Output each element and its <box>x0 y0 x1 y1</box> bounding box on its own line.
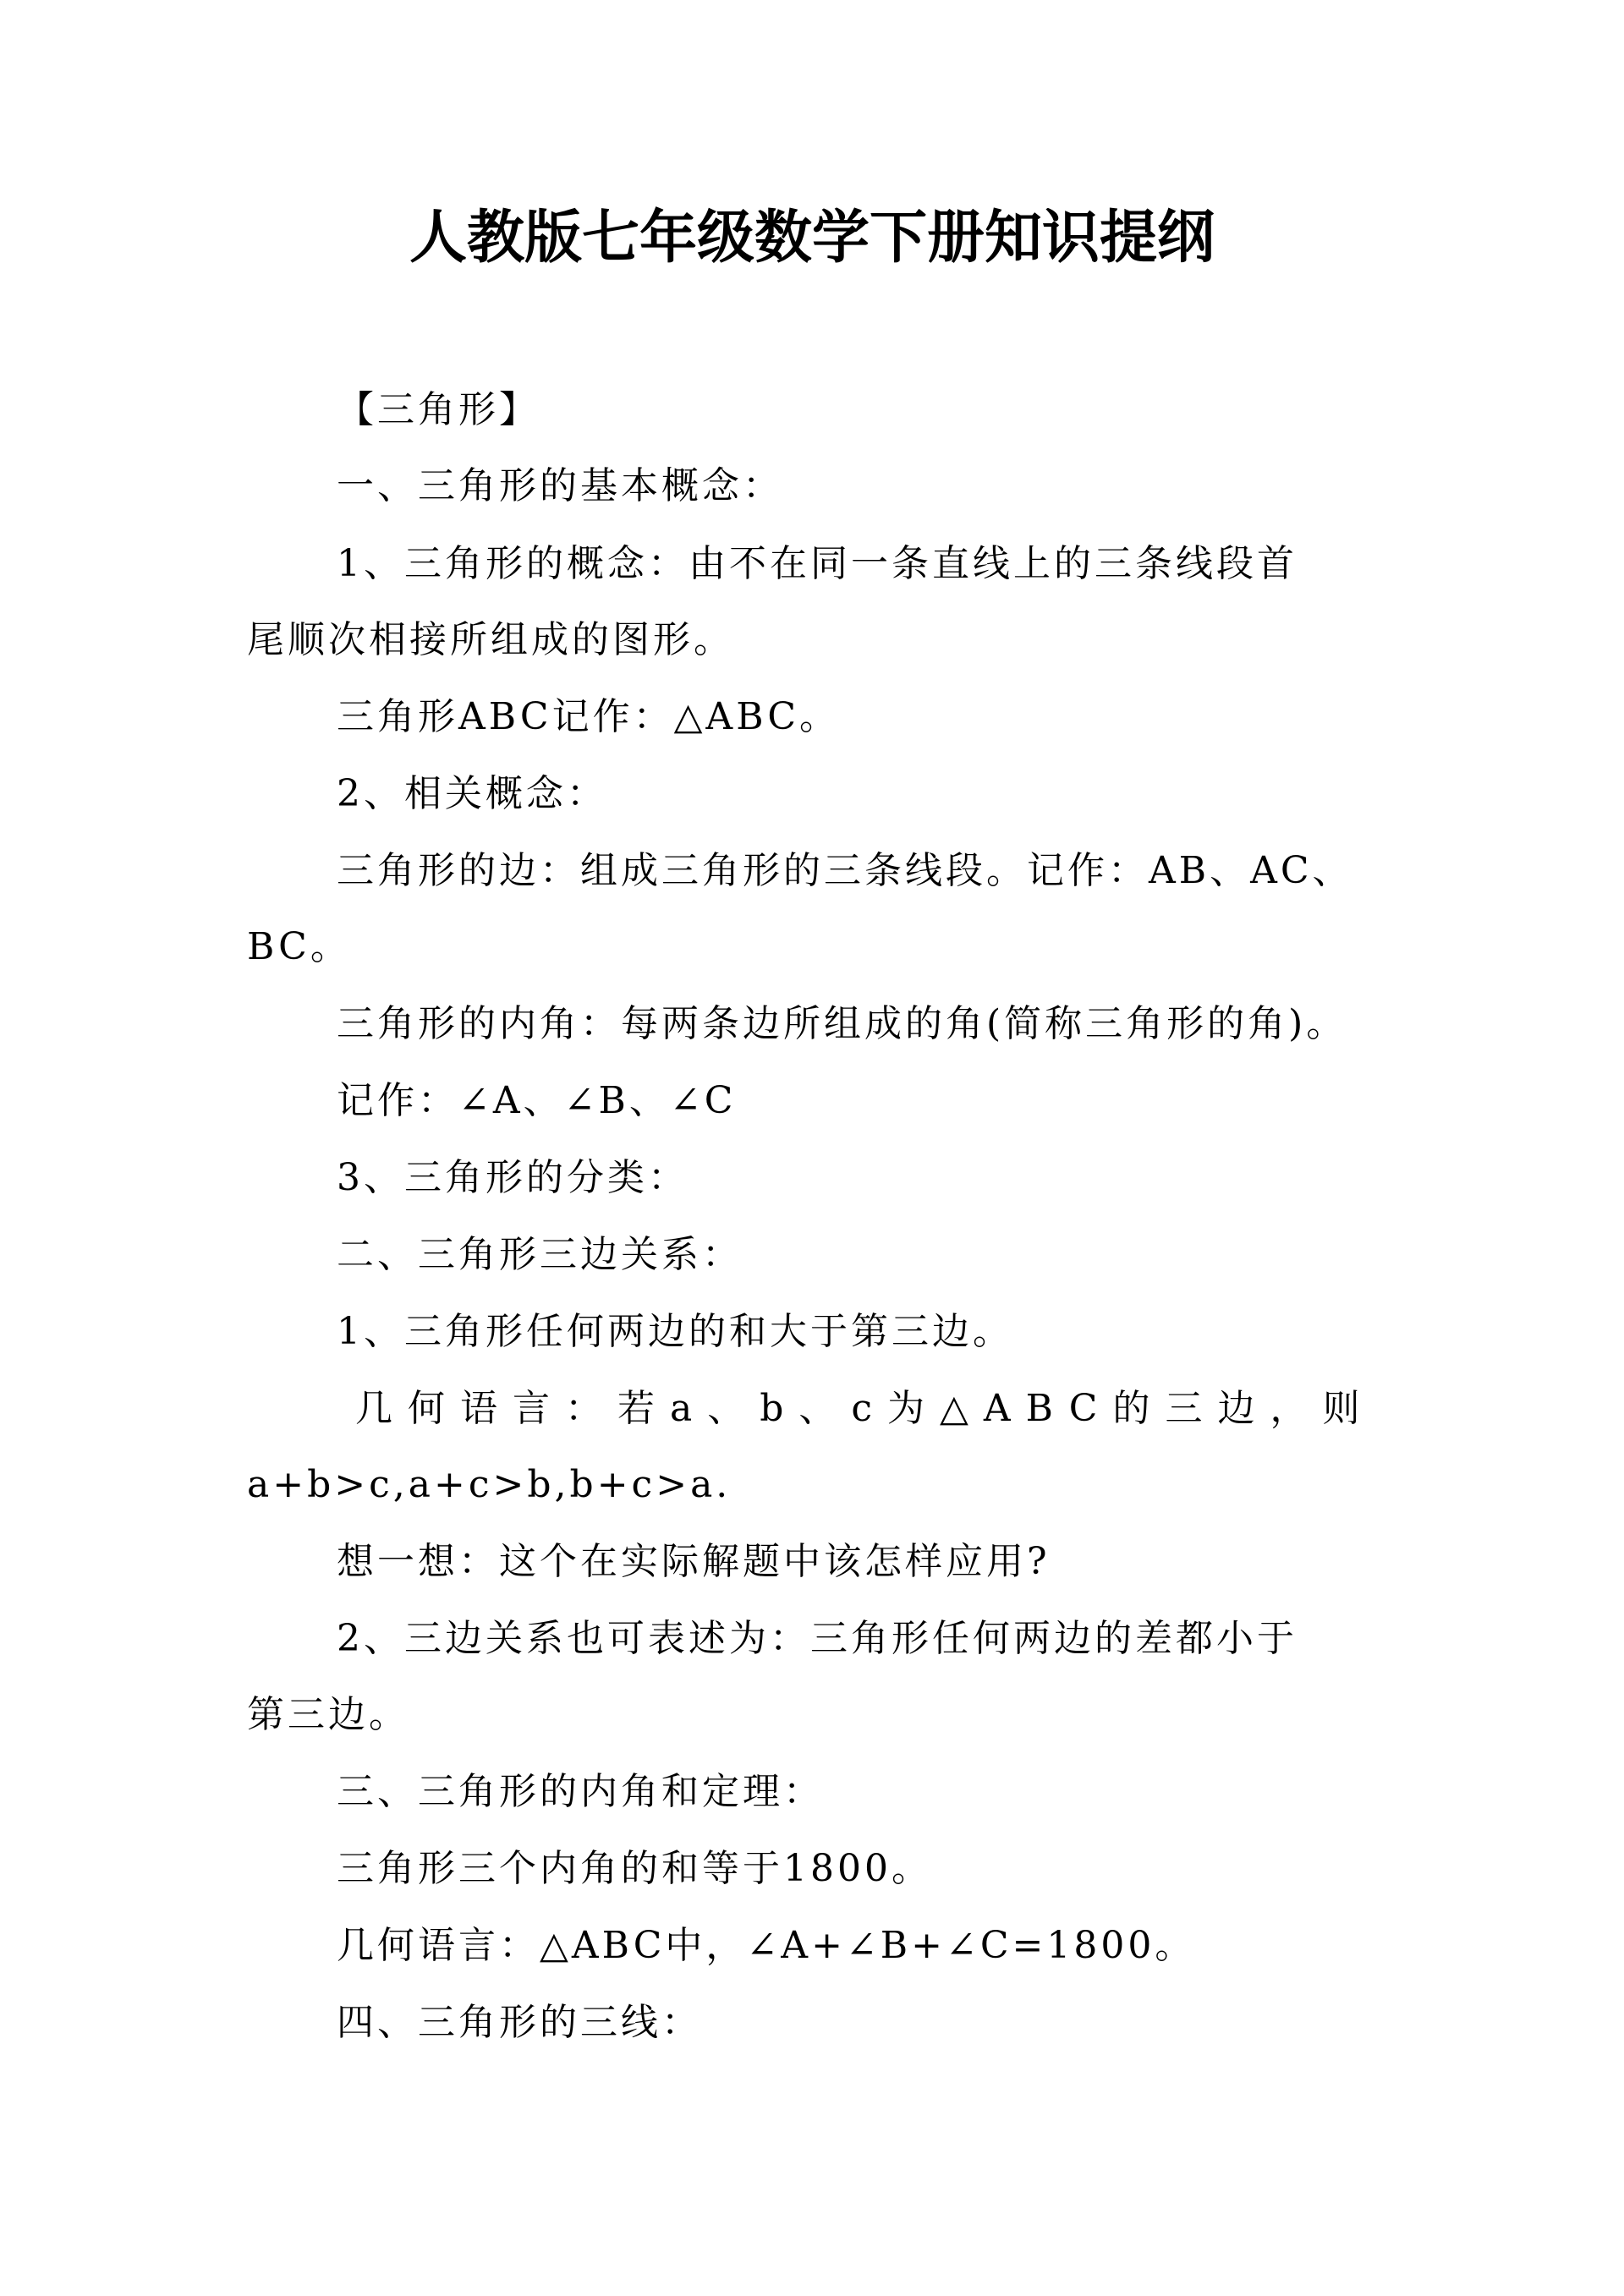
paragraph-difference-of-sides-cont: 第三边。 <box>247 1693 409 1736</box>
heading-side-relations: 二、三角形三边关系： <box>337 1233 743 1276</box>
paragraph-angle-sum: 三角形三个内角的和等于1800。 <box>337 1847 932 1890</box>
paragraph-think: 想一想：这个在实际解题中该怎样应用? <box>337 1540 1051 1583</box>
heading-related-concepts: 2、相关概念： <box>337 772 607 815</box>
paragraph-triangle-sides-cont: BC。 <box>247 925 351 968</box>
heading-three-lines: 四、三角形的三线： <box>337 2001 702 2044</box>
heading-triangle-classification: 3、三角形的分类： <box>337 1156 689 1199</box>
heading-angle-sum-theorem: 三、三角形的内角和定理： <box>337 1770 824 1813</box>
document-title: 人教版七年级数学下册知识提纲 <box>409 205 1215 271</box>
paragraph-triangle-concept-cont: 尾顺次相接所组成的图形。 <box>247 618 734 661</box>
paragraph-inequalities: a+b>c,a+c>b,b+c>a. <box>247 1463 732 1506</box>
paragraph-angle-notation: 记作：∠A、∠B、∠C <box>337 1079 737 1122</box>
paragraph-triangle-concept: 1、三角形的概念：由不在同一条直线上的三条线段首 <box>337 542 1298 585</box>
paragraph-triangle-sides: 三角形的边：组成三角形的三条线段。记作：AB、AC、 <box>337 849 1353 892</box>
paragraph-interior-angles: 三角形的内角：每两条边所组成的角(简称三角形的角)。 <box>337 1002 1347 1045</box>
paragraph-difference-of-sides: 2、三边关系也可表述为：三角形任何两边的差都小于 <box>337 1617 1298 1660</box>
heading-basic-concepts: 一、三角形的基本概念： <box>337 464 783 507</box>
section-heading-triangle: 【三角形】 <box>337 388 540 431</box>
paragraph-angle-sum-geometry: 几何语言：△ABC中，∠A+∠B+∠C=1800。 <box>337 1924 1196 1967</box>
paragraph-geometry-language: 几何语言：若a、b、c为△ABC的三边，则 <box>355 1387 1375 1430</box>
paragraph-triangle-notation: 三角形ABC记作：△ABC。 <box>337 695 841 738</box>
paragraph-sum-of-sides: 1、三角形任何两边的和大于第三边。 <box>337 1310 1013 1353</box>
